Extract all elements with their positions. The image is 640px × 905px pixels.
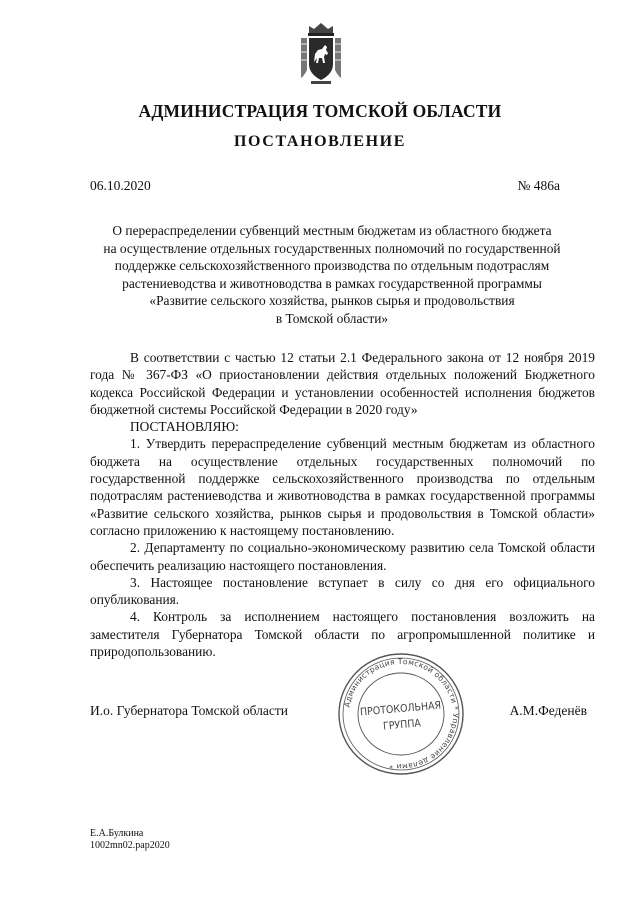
- signatory-position: И.о. Губернатора Томской области: [90, 703, 288, 718]
- document-date: 06.10.2020: [90, 178, 151, 193]
- stamp-ring-text: Администрация Томской области * Управление делами *: [342, 656, 461, 772]
- item-paragraph: 2. Департаменту по социально-экономическому развитию села Томской области обеспечить реализацию настоящего постановления.: [90, 540, 595, 573]
- organization-title: АДМИНИСТРАЦИЯ ТОМСКОЙ ОБЛАСТИ: [138, 101, 502, 121]
- subject-line: О перераспределении субвенций местным бюджетам из областного бюджета: [112, 223, 552, 238]
- subject-line: в Томской области»: [275, 310, 389, 326]
- document-body: [90, 349, 595, 660]
- stamp-line-1: ПРОТОКОЛЬНАЯ: [359, 699, 442, 719]
- stamp-line-2: ГРУППА: [382, 717, 422, 733]
- subject-line: поддержке сельскохозяйственного производства по отдельным подотраслям: [114, 258, 550, 274]
- preamble-paragraph: В соответствии с частью 12 статьи 2.1 Федерального закона от 12 ноября 2019 года № 367-ФЗ «О приостановлении действия отдельных положений Бюджетного кодекса Российской Федерации и установлении особенностей исполнения бюджетов бюджетной системы Российской Федерации в 2020 году»: [90, 350, 595, 417]
- stamp-seal: [335, 650, 467, 778]
- subject-line: на осуществление отдельных государственных полномочий по государственной: [103, 240, 561, 256]
- signatory-name: А.М.Феденёв: [509, 703, 587, 718]
- executor-name: Е.А.Булкина: [90, 828, 144, 839]
- item-paragraph: 3. Настоящее постановление вступает в силу со дня его официального опубликования.: [90, 574, 595, 608]
- item-paragraph: 4. Контроль за исполнением настоящего постановления возложить на заместителя Губернатора Томской области по агропромышленной политике и природопользованию.: [90, 609, 595, 660]
- item-paragraph: 1. Утвердить перераспределение субвенций местным бюджетам из областного бюджета на осуществление отдельных государственных полномочий по государственной поддержке сельскохозяйственного производства по отдельным подотраслям растениеводства и животноводства в рамках государственной программы «Развитие сельского хозяйства, рынков сырья и продовольствия в Томской области» согласно приложению к настоящему постановлению.: [90, 436, 595, 538]
- executor-file: 1002mn02.pap2020: [90, 840, 170, 851]
- subject-line: «Развитие сельского хозяйства, рынков сырья и продовольствия: [149, 293, 515, 309]
- document-number: № 486а: [517, 178, 560, 193]
- subject-line: растениеводства и животноводства в рамках государственной программы: [122, 275, 542, 291]
- document-type: ПОСТАНОВЛЕНИЕ: [234, 133, 406, 150]
- resolve-heading: ПОСТАНОВЛЯЮ:: [130, 419, 239, 435]
- coat-of-arms-icon: [298, 20, 344, 86]
- document-subject: [92, 222, 572, 328]
- executor-block: [90, 828, 170, 852]
